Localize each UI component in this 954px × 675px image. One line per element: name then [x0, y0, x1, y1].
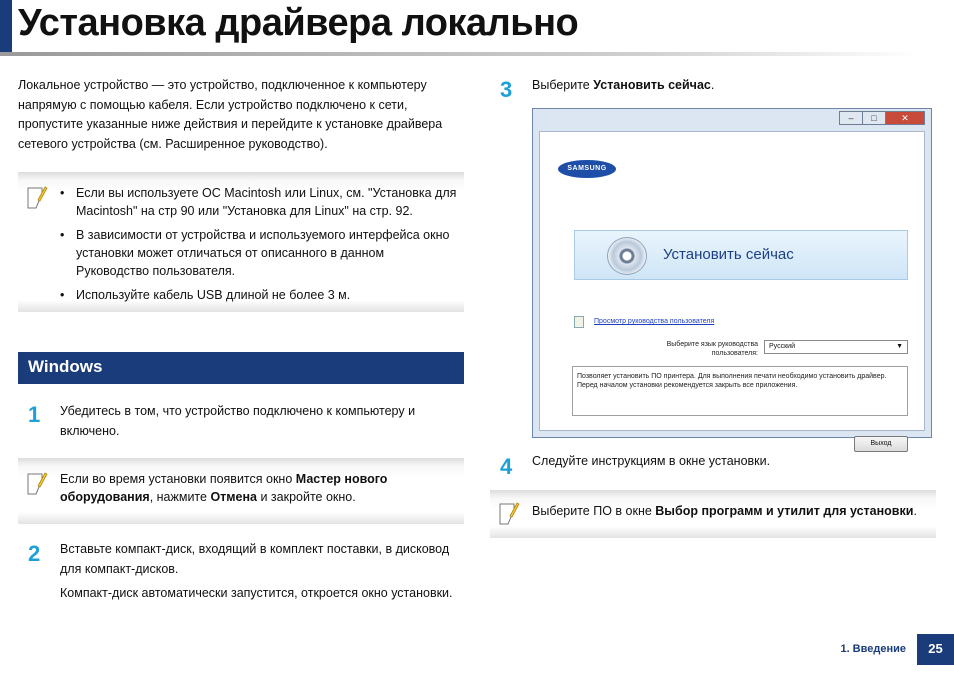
- exit-button[interactable]: Выход: [854, 436, 908, 452]
- note-2-text: Если во время установки появится окно Мастер нового оборудования, нажмите Отмена и закройте окно.: [60, 472, 388, 504]
- note-item: • В зависимости от устройства и используемого интерфейса окно установки может отличаться от описанного в данном Руководство пользователя.: [60, 226, 460, 280]
- step-number-3: 3: [500, 77, 513, 102]
- cd-icon: [607, 237, 647, 275]
- note-pencil-icon: [26, 470, 48, 496]
- note-pencil-icon: [26, 184, 48, 210]
- step-number-2: 2: [28, 541, 41, 566]
- section-title-windows: Windows: [18, 352, 464, 384]
- step-2-text-2: Компакт-диск автоматически запустится, откроется окно установки.: [60, 586, 453, 600]
- step-3-text: Выберите Установить сейчас.: [532, 78, 715, 92]
- note-pencil-icon: [498, 500, 520, 526]
- language-select[interactable]: Русский ▼: [764, 340, 908, 354]
- footer-section-label: 1. Введение: [840, 643, 906, 655]
- step-4-text: Следуйте инструкциям в окне установки.: [532, 454, 771, 468]
- note-box-3: [490, 490, 936, 538]
- minimize-icon[interactable]: –: [839, 111, 863, 125]
- step-number-4: 4: [500, 454, 513, 479]
- page-number: 25: [917, 634, 954, 665]
- title-accent-bar: [0, 0, 12, 52]
- install-now-label: Установить сейчас: [663, 246, 794, 263]
- installer-window-screenshot: [532, 108, 932, 447]
- chevron-down-icon: ▼: [896, 343, 903, 350]
- install-now-button[interactable]: [574, 230, 908, 280]
- description-box: Позволяет установить ПО принтера. Для выполнения печати необходимо установить драйвер. Перед началом установки рекомендуется закрыть все приложения.: [572, 366, 908, 416]
- note-item: • Используйте кабель USB длиной не более 3 м.: [60, 286, 460, 304]
- note-box-1: [18, 172, 464, 312]
- step-number-1: 1: [28, 402, 41, 427]
- installer-body: [539, 131, 925, 447]
- intro-paragraph: Локальное устройство — это устройство, подключенное к компьютеру напрямую с помощью кабеля. Если устройство подключено к сети, пропустите указанные ниже действия и перейдите к установке драйвера сетевого устройства (см. Расширенное руководство).: [18, 78, 443, 151]
- note-3-text: Выберите ПО в окне Выбор программ и утилит для установки.: [532, 504, 917, 518]
- book-icon: [574, 316, 584, 328]
- note-item: • Если вы используете ОС Macintosh или Linux, см. "Установка для Macintosh" на стр 90 или "Установка для Linux" на стр. 92.: [60, 184, 460, 220]
- note-box-2: [18, 458, 464, 524]
- step-1-text: Убедитесь в том, что устройство подключено к компьютеру и включено.: [60, 404, 416, 438]
- step-2-text: Вставьте компакт-диск, входящий в комплект поставки, в дисковод для компакт-дисков.: [60, 542, 450, 576]
- user-guide-link[interactable]: Просмотр руководства пользователя: [594, 318, 715, 325]
- title-divider: [0, 52, 920, 56]
- page-title: Установка драйвера локально: [18, 2, 579, 44]
- window-controls: [840, 111, 925, 125]
- maximize-icon[interactable]: □: [862, 111, 886, 125]
- samsung-logo: SAMSUNG: [558, 160, 616, 178]
- language-label: Выберите язык руководства пользователя:: [666, 341, 758, 357]
- note-list: [60, 184, 460, 310]
- close-icon[interactable]: ✕: [885, 111, 925, 125]
